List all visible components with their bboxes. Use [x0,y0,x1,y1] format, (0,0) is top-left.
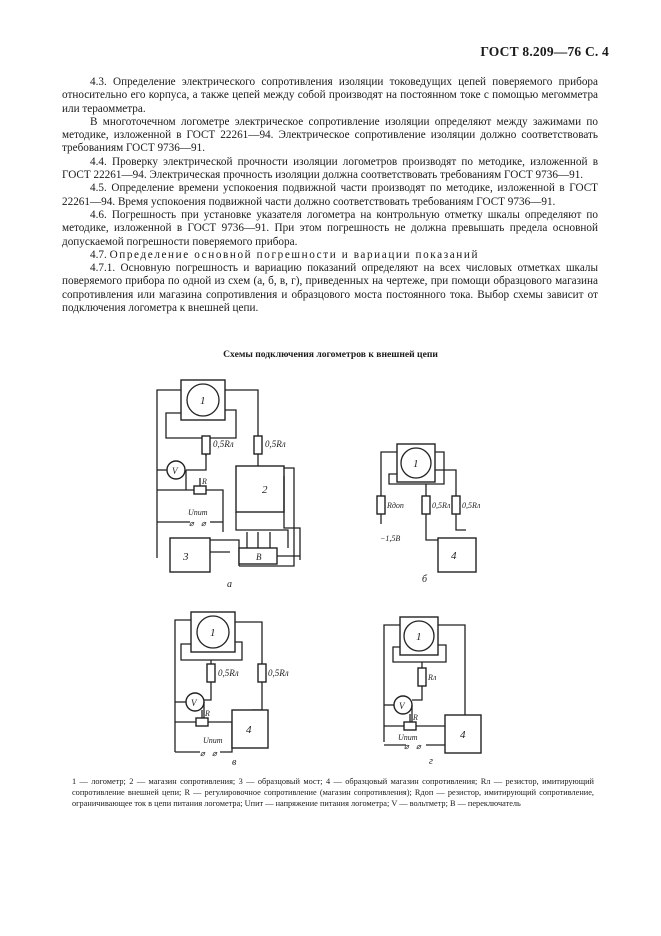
terminal-a2: ⌀ [201,519,206,528]
label-1: 1 [200,395,206,407]
paragraph-4-3-cont: В многоточечном логометре электрическое сопротивление изоляции определяют между зажимами по методике, изложенной в ГОСТ 22261—94. Электрическое сопротивление изоляции должно соответствовать требованиям ГОСТ 9736—91. [62,115,598,155]
resistor-rdop [377,496,385,514]
terminal-a1: ⌀ [189,519,194,528]
scheme-b [377,444,481,585]
paragraph-4-6: 4.6. Погрешность при установке указателя логометра на контрольную отметку шкалы определяют по методике, изложенной в ГОСТ 9736—91. При этом погрешность не должна превышать предела основной допускаемой погрешности поверяемого прибора. [62,208,598,248]
label-minus-1-5v: −1,5В [380,534,401,543]
reference-box-4 [438,538,476,572]
label-r-v: R [205,709,210,718]
paragraph-4-3: 4.3. Определение электрического сопротивления изоляции токоведущих цепей поверяемого прибора относительно его корпуса, а также цепей между собой производят на постоянном токе с помощью мегомметра или тераомметра. [62,76,598,115]
resistor-0-5-rl [207,664,215,682]
label-0-5rl-v2: 0,5Rл [268,668,289,678]
terminal-g1: ⌀ [404,742,409,751]
resistor-0-5-rl-2 [254,436,262,454]
paragraph-4-4: 4.4. Проверку электрической прочности изоляции логометров производят по методике, изложенной в ГОСТ 22261—94. Электрическая прочность изоляции должна соответствовать требованиям ГОСТ 9736—91. [62,155,598,182]
label-4: 4 [451,550,457,562]
reg-resistor [404,722,416,730]
label-upit-v: Uпит [203,736,223,745]
scheme-label-a: а [227,579,232,590]
scheme-label-g: г [429,756,433,767]
label-v-g: V [399,701,405,711]
reference-bridge-3 [170,538,210,572]
scheme-label-b: б [422,574,428,585]
label-0-5rl-v1: 0,5Rл [218,668,239,678]
label-v-v: V [191,698,197,708]
label-4: 4 [246,724,252,736]
label-0-5rl-b2: 0,5Rл [462,501,481,510]
figure-title: Схемы подключения логометров к внешней цепи [223,349,438,360]
resistor-0-5-rl-2 [452,496,460,514]
section-title: Определение основной погрешности и вариации показаний [109,248,480,261]
resistor-rl [418,668,426,686]
figure-legend: 1 — логометр; 2 — магазин сопротивления; 3 — образцовый мост; 4 — образцовый магазин сопротивления; Rл — резистор, имитирующий сопротивление внешней цепи; R — регулировочное сопротивление (магазин сопротивления); Rдоп — резистор, имитирующий сопротивление, ограничивающее ток в цепи питания логометра; Uпит — напряжение питания логометра; V — вольтметр; B — переключатель [72,777,594,809]
label-v-a: V [172,466,178,476]
label-0-5rl-b1: 0,5Rл [432,501,451,510]
label-r-g: R [413,713,418,722]
label-r-a: R [202,477,207,486]
paragraph-4-5: 4.5. Определение времени успокоения подвижной части производят по методике, изложенной в ГОСТ 22261—94. Время успокоения подвижной части должно соответствовать требованиям ГОСТ 9736—91. [62,182,598,208]
label-rdop: Rдоп [387,501,404,510]
label-0-5rl-a2: 0,5Rл [265,439,286,449]
label-3: 3 [183,551,189,563]
label-upit-g: Uпит [398,733,418,742]
terminal-v2: ⌀ [212,749,217,758]
resistor-0-5-rl [202,436,210,454]
label-upit-a: Uпит [188,508,208,517]
label-2: 2 [262,484,268,496]
paragraph-4-7-1: 4.7.1. Основную погрешность и вариацию показаний определяют на всех числовых отметках шкалы поверяемого прибора по одной из схем (а, б, в, г), приведенных на чертеже, при помощи образцового магазина сопротивления или магазина сопротивления и образцового моста постоянного тока. Выбор схемы зависит от подключения логометра к внешней цепи. [62,262,598,315]
scheme-g [384,617,481,767]
resistance-box-2 [236,466,284,512]
scheme-label-v: в [232,757,237,768]
scheme-v [175,612,289,768]
label-b: B [256,552,262,562]
label-1: 1 [413,458,419,470]
terminal-v1: ⌀ [200,749,205,758]
scheme-a [157,380,300,590]
reg-resistor [196,718,208,726]
label-rl-g: Rл [428,673,437,682]
resistor-0-5-rl [422,496,430,514]
terminal-g2: ⌀ [416,742,421,751]
label-0-5rl-a1: 0,5Rл [213,439,234,449]
resistor-0-5-rl-2 [258,664,266,682]
label-4: 4 [460,729,466,741]
label-1: 1 [416,631,422,643]
label-1: 1 [210,627,216,639]
section-number: 4.7. [90,248,107,261]
page-header: ГОСТ 8.209—76 С. 4 [480,44,609,59]
reg-resistor [194,486,206,494]
